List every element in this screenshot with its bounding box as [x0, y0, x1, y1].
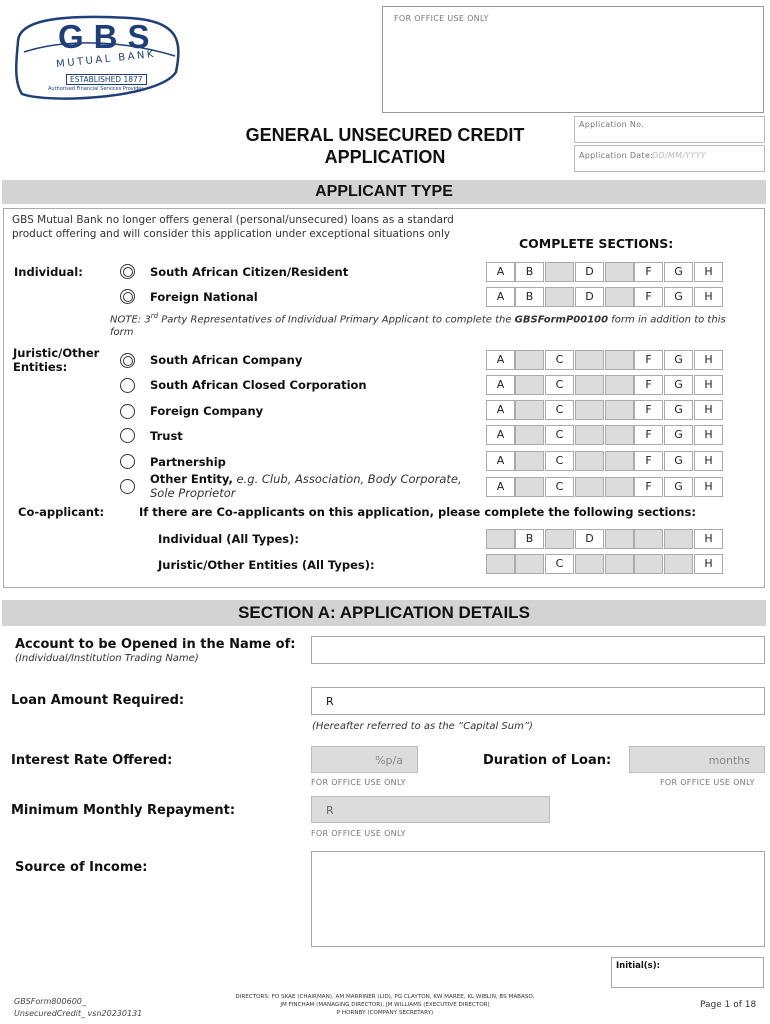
- section-cell: C: [545, 554, 574, 574]
- loan-amount-input[interactable]: [311, 687, 765, 715]
- section-cell: [605, 375, 634, 395]
- interest-office-use: FOR OFFICE USE ONLY: [311, 778, 406, 787]
- section-cell: D: [575, 262, 604, 282]
- application-no-field[interactable]: [574, 116, 765, 143]
- section-cell: F: [634, 425, 663, 445]
- section-cell: C: [545, 375, 574, 395]
- section-cell: F: [634, 375, 663, 395]
- section-cell: [634, 529, 663, 549]
- repayment-currency: R: [326, 804, 334, 817]
- section-cell: [515, 451, 544, 471]
- repayment-office-use: FOR OFFICE USE ONLY: [311, 829, 406, 838]
- row-label: South African Closed Corporation: [150, 378, 367, 392]
- radio-trust[interactable]: [120, 428, 135, 443]
- section-cell: A: [486, 400, 515, 420]
- row-label: Partnership: [150, 455, 226, 469]
- section-cell: D: [575, 287, 604, 307]
- section-cell: [575, 477, 604, 497]
- section-cell: B: [515, 262, 544, 282]
- application-date-field[interactable]: [574, 145, 765, 172]
- repayment-label: Minimum Monthly Repayment:: [11, 803, 236, 818]
- interest-unit: %p/a: [375, 754, 403, 767]
- loan-amount-note: (Hereafter referred to as the “Capital Sum”): [312, 721, 533, 732]
- section-cell: C: [545, 400, 574, 420]
- form-code-line-2: UnsecuredCredit_ vsn20230131: [14, 1009, 143, 1018]
- section-cell: A: [486, 350, 515, 370]
- section-cell: [486, 529, 515, 549]
- logo-established: ESTABLISHED 1877: [66, 74, 147, 85]
- section-cell: A: [486, 477, 515, 497]
- title-line-2: APPLICATION: [324, 147, 446, 167]
- logo-tagline: Authorised Financial Services Provider: [48, 86, 144, 92]
- row-label: Juristic/Other Entities (All Types):: [158, 558, 375, 572]
- section-cell: [515, 477, 544, 497]
- note-mid: Party Representatives of Individual Primary Applicant to complete the: [158, 314, 515, 326]
- page-number: Page 1 of 18: [700, 1000, 757, 1010]
- logo-name: GBS: [58, 18, 160, 55]
- duration-label: Duration of Loan:: [483, 753, 612, 768]
- section-cell: F: [634, 451, 663, 471]
- juristic-label: Juristic/Other Entities:: [13, 346, 100, 374]
- third-party-note: [110, 310, 740, 339]
- section-cell: [605, 477, 634, 497]
- section-cell: [545, 262, 574, 282]
- row-label: Trust: [150, 429, 183, 443]
- duration-input[interactable]: [629, 746, 765, 773]
- section-cell: C: [545, 350, 574, 370]
- radio-partnership[interactable]: [120, 454, 135, 469]
- form-code: [14, 996, 142, 1020]
- section-cell: H: [694, 554, 723, 574]
- section-cell: [575, 375, 604, 395]
- radio-foreign-company[interactable]: [120, 404, 135, 419]
- coapplicant-text: If there are Co-applicants on this application, please complete the following sections:: [139, 505, 696, 519]
- account-name-input[interactable]: [311, 636, 765, 664]
- other-entity-title: Other Entity,: [150, 472, 233, 486]
- section-cell: G: [664, 350, 693, 370]
- form-title: [240, 124, 530, 168]
- section-cell: F: [634, 287, 663, 307]
- section-cell: [605, 554, 634, 574]
- section-cell: H: [694, 375, 723, 395]
- form-code-line-1: GBSForm800600_: [14, 997, 86, 1006]
- interest-rate-input[interactable]: [311, 746, 418, 773]
- row-label: Individual (All Types):: [158, 532, 299, 546]
- initials-box[interactable]: [611, 957, 764, 988]
- section-cell: [575, 554, 604, 574]
- income-textarea[interactable]: [311, 851, 765, 947]
- section-cell: H: [694, 425, 723, 445]
- section-cell: [664, 529, 693, 549]
- other-entity-desc-1: e.g. Club, Association, Body Corporate,: [232, 472, 462, 486]
- section-cell: [515, 425, 544, 445]
- section-cell: G: [664, 400, 693, 420]
- section-cell: [575, 425, 604, 445]
- other-entity-desc-2: Sole Proprietor: [150, 485, 236, 500]
- section-cell: [515, 375, 544, 395]
- section-cell: G: [664, 262, 693, 282]
- section-cell: [486, 554, 515, 574]
- section-cell: H: [694, 262, 723, 282]
- section-cell: [605, 425, 634, 445]
- note-prefix: NOTE: 3: [110, 314, 151, 326]
- section-cell: F: [634, 477, 663, 497]
- section-cell: G: [664, 425, 693, 445]
- section-cell: [664, 554, 693, 574]
- section-cell: G: [664, 451, 693, 471]
- radio-foreign-national[interactable]: [120, 289, 135, 304]
- section-cell: H: [694, 477, 723, 497]
- row-label: South African Company: [150, 353, 303, 367]
- section-cell: [545, 287, 574, 307]
- application-date-label: Application Date:: [579, 151, 654, 160]
- office-use-label: FOR OFFICE USE ONLY: [394, 14, 489, 23]
- section-cell: B: [515, 529, 544, 549]
- bank-logo: [10, 12, 185, 104]
- application-no-label: Application No.: [579, 120, 645, 129]
- section-cell: F: [634, 400, 663, 420]
- section-cell: [605, 529, 634, 549]
- row-label: South African Citizen/Resident: [150, 265, 349, 279]
- section-cell: H: [694, 400, 723, 420]
- other-entity-label: [150, 473, 480, 500]
- note-form-code: GBSFormP00100: [514, 314, 609, 326]
- row-label: Foreign National: [150, 290, 258, 304]
- section-cell: A: [486, 451, 515, 471]
- directors-line-3: P HORNBY (COMPANY SECRETARY): [336, 1010, 434, 1016]
- section-cell: H: [694, 350, 723, 370]
- section-cell: G: [664, 477, 693, 497]
- section-cell: [605, 350, 634, 370]
- section-cell: [605, 400, 634, 420]
- account-name-sub: (Individual/Institution Trading Name): [15, 653, 199, 664]
- interest-rate-label: Interest Rate Offered:: [11, 753, 173, 768]
- repayment-input[interactable]: [311, 796, 550, 823]
- duration-office-use: FOR OFFICE USE ONLY: [660, 778, 755, 787]
- complete-sections-label: COMPLETE SECTIONS:: [519, 236, 674, 251]
- section-cell: [545, 529, 574, 549]
- section-cell: [605, 451, 634, 471]
- directors-line-1: DIRECTORS: FO SKAE (CHAIRMAN), AM MARRINER (LID), PG CLAYTON, KW MAREE, KL WIBLIN, BS MABASO,: [235, 994, 535, 1000]
- income-label: Source of Income:: [15, 860, 148, 875]
- radio-other-entity[interactable]: [120, 479, 135, 494]
- section-cell: [515, 400, 544, 420]
- row-label: Foreign Company: [150, 404, 264, 418]
- individual-label: Individual:: [14, 265, 83, 279]
- directors-text: [200, 993, 570, 1017]
- section-cell: H: [694, 287, 723, 307]
- note-suffix: form in addition to this form: [110, 314, 726, 339]
- section-cell: A: [486, 262, 515, 282]
- radio-sa-citizen[interactable]: [120, 264, 135, 279]
- coapplicant-label: Co-applicant:: [18, 505, 105, 519]
- section-cell: [575, 350, 604, 370]
- section-cell: [575, 400, 604, 420]
- radio-sa-company[interactable]: [120, 353, 135, 368]
- section-cell: A: [486, 425, 515, 445]
- section-cell: [515, 350, 544, 370]
- account-name-label: Account to be Opened in the Name of:: [15, 637, 296, 652]
- applicant-type-intro: GBS Mutual Bank no longer offers general (personal/unsecured) loans as a standard product offering and will consider this application under exceptional situations only: [12, 214, 454, 240]
- title-line-1: GENERAL UNSECURED CREDIT: [245, 125, 525, 145]
- section-cell: B: [515, 287, 544, 307]
- section-cell: [605, 262, 634, 282]
- note-sup: rd: [150, 312, 159, 320]
- section-cell: G: [664, 287, 693, 307]
- directors-line-2: JM FINCHAM (MANAGING DIRECTOR), JM WILLIAMS (EXECUTIVE DIRECTOR): [280, 1002, 490, 1008]
- radio-sa-closed-corp[interactable]: [120, 378, 135, 393]
- duration-unit: months: [708, 754, 750, 767]
- section-cell: F: [634, 262, 663, 282]
- section-cell: D: [575, 529, 604, 549]
- section-cell: A: [486, 287, 515, 307]
- loan-amount-label: Loan Amount Required:: [11, 693, 185, 708]
- section-a-heading: SECTION A: APPLICATION DETAILS: [2, 600, 766, 626]
- loan-currency: R: [326, 695, 334, 708]
- section-cell: F: [634, 350, 663, 370]
- section-cell: G: [664, 375, 693, 395]
- applicant-type-heading: APPLICANT TYPE: [2, 180, 766, 204]
- initials-label: Initial(s):: [616, 961, 660, 971]
- section-cell: C: [545, 425, 574, 445]
- section-cell: [605, 287, 634, 307]
- section-cell: [575, 451, 604, 471]
- logo-subtitle: MUTUAL BANK: [55, 48, 157, 71]
- application-date-placeholder: DD/MM/YYYY: [652, 151, 707, 160]
- section-cell: H: [694, 451, 723, 471]
- section-cell: [634, 554, 663, 574]
- section-cell: A: [486, 375, 515, 395]
- section-cell: [515, 554, 544, 574]
- section-cell: C: [545, 477, 574, 497]
- section-cell: C: [545, 451, 574, 471]
- section-cell: H: [694, 529, 723, 549]
